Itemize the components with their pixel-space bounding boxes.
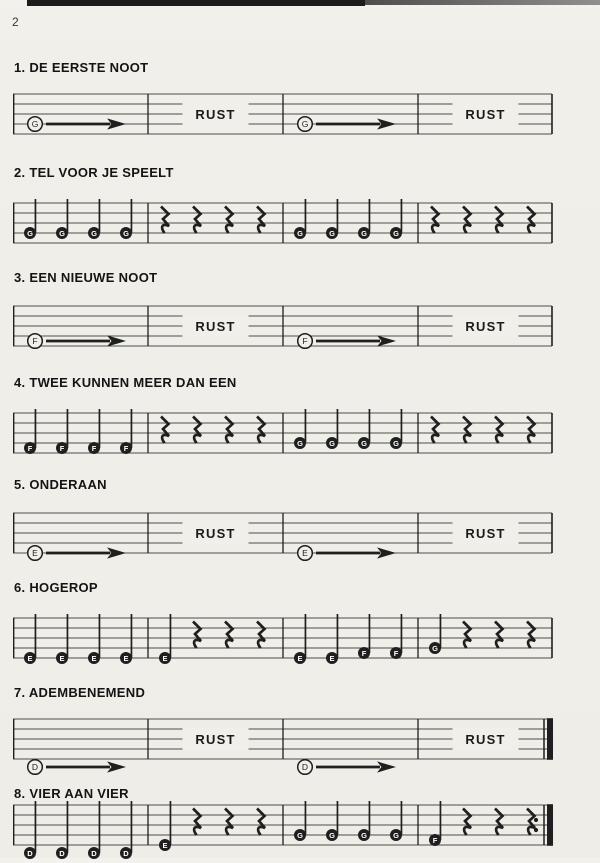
exercise-8-title: 8. VIER AAN VIER xyxy=(14,786,129,801)
note-stem xyxy=(131,409,133,448)
note-stem xyxy=(369,801,371,835)
rust-label: RUST xyxy=(195,526,236,541)
note-letter: F xyxy=(123,443,129,453)
note-letter: D xyxy=(27,848,33,858)
note-stem xyxy=(337,614,339,658)
note-letter: F xyxy=(27,443,33,453)
exercise-7-title: 7. ADEMBENEMEND xyxy=(14,685,146,700)
note-stem xyxy=(99,199,101,233)
repeat-dot xyxy=(534,818,538,822)
quarter-rest-icon xyxy=(463,622,471,649)
rust-label: RUST xyxy=(195,107,236,122)
note-letter: F xyxy=(393,648,399,658)
rust-label: RUST xyxy=(195,319,236,334)
staff-notation-6 xyxy=(13,612,553,676)
note-letter: G xyxy=(393,830,399,840)
note-letter: G xyxy=(123,228,129,238)
note-letter: E xyxy=(91,653,97,663)
note-stem xyxy=(401,199,403,233)
quarter-rest-icon xyxy=(495,809,503,836)
note-stem xyxy=(401,409,403,443)
note-stem xyxy=(401,801,403,835)
note-letter: E xyxy=(297,653,303,663)
note-letter: G xyxy=(329,830,335,840)
note-stem xyxy=(35,409,37,448)
note-letter: D xyxy=(59,848,65,858)
note-letter: G xyxy=(329,438,335,448)
note-stem xyxy=(440,614,442,648)
quarter-rest-icon xyxy=(431,207,439,234)
note-letter: E xyxy=(329,653,335,663)
quarter-rest-icon xyxy=(495,622,503,649)
exercise-1-title: 1. DE EERSTE NOOT xyxy=(14,60,149,75)
note-stem xyxy=(305,199,307,233)
final-thick-barline xyxy=(547,804,553,846)
quarter-rest-icon xyxy=(495,417,503,444)
quarter-rest-icon xyxy=(193,622,201,649)
note-letter: E xyxy=(32,548,38,559)
quarter-rest-icon xyxy=(257,809,265,836)
note-stem xyxy=(99,409,101,448)
note-stem xyxy=(131,801,133,853)
staff-notation-7 xyxy=(13,713,553,777)
exercise-4-title: 4. TWEE KUNNEN MEER DAN EEN xyxy=(14,375,237,390)
quarter-rest-icon xyxy=(193,809,201,836)
note-stem xyxy=(305,409,307,443)
note-stem xyxy=(67,409,69,448)
quarter-rest-icon xyxy=(495,207,503,234)
note-stem xyxy=(369,409,371,443)
quarter-rest-icon xyxy=(161,207,169,234)
quarter-rest-icon xyxy=(193,207,201,234)
quarter-rest-icon xyxy=(527,417,535,444)
note-stem xyxy=(305,614,307,658)
note-letter: F xyxy=(361,648,367,658)
note-letter: G xyxy=(361,830,367,840)
note-letter: G xyxy=(297,830,303,840)
note-stem xyxy=(369,614,371,653)
note-letter: E xyxy=(162,653,168,663)
note-letter: G xyxy=(301,119,309,130)
note-letter: F xyxy=(432,835,438,845)
note-stem xyxy=(337,409,339,443)
note-letter: E xyxy=(27,653,33,663)
scan-edge-bar-left xyxy=(27,0,365,6)
note-letter: G xyxy=(31,119,39,130)
quarter-rest-icon xyxy=(527,622,535,649)
scan-edge-bar-right xyxy=(365,0,600,5)
rust-label: RUST xyxy=(465,107,506,122)
quarter-rest-icon xyxy=(431,417,439,444)
note-letter: D xyxy=(31,762,39,773)
note-stem xyxy=(170,614,172,658)
note-stem xyxy=(401,614,403,653)
note-letter: F xyxy=(302,336,308,347)
note-stem xyxy=(99,801,101,853)
note-stem xyxy=(131,614,133,658)
quarter-rest-icon xyxy=(257,207,265,234)
note-stem xyxy=(305,801,307,835)
exercise-3-title: 3. EEN NIEUWE NOOT xyxy=(14,270,158,285)
note-letter: G xyxy=(393,228,399,238)
quarter-rest-icon xyxy=(463,809,471,836)
note-stem xyxy=(99,614,101,658)
note-stem xyxy=(35,801,37,853)
note-stem xyxy=(35,614,37,658)
note-stem xyxy=(337,801,339,835)
note-letter: G xyxy=(59,228,65,238)
quarter-rest-icon xyxy=(463,207,471,234)
final-thick-barline xyxy=(547,718,553,760)
exercise-6-title: 6. HOGEROP xyxy=(14,580,98,595)
quarter-rest-icon xyxy=(257,622,265,649)
note-letter: E xyxy=(59,653,65,663)
quarter-rest-icon xyxy=(527,809,535,836)
note-letter: G xyxy=(91,228,97,238)
staff-notation-2 xyxy=(13,197,553,261)
quarter-rest-icon xyxy=(225,417,233,444)
note-letter: F xyxy=(91,443,97,453)
note-letter: D xyxy=(301,762,309,773)
note-stem xyxy=(369,199,371,233)
page-number: 2 xyxy=(12,15,19,29)
staff-notation-5 xyxy=(13,507,553,571)
note-letter: E xyxy=(123,653,129,663)
note-letter: G xyxy=(361,228,367,238)
rust-label: RUST xyxy=(465,526,506,541)
note-stem xyxy=(67,614,69,658)
quarter-rest-icon xyxy=(225,809,233,836)
note-stem xyxy=(170,801,172,845)
note-letter: G xyxy=(297,438,303,448)
staff-notation-1 xyxy=(13,88,553,152)
exercise-2-title: 2. TEL VOOR JE SPEELT xyxy=(14,165,174,180)
quarter-rest-icon xyxy=(161,417,169,444)
quarter-rest-icon xyxy=(527,207,535,234)
staff-notation-3 xyxy=(13,300,553,364)
note-letter: D xyxy=(91,848,97,858)
rust-label: RUST xyxy=(465,732,506,747)
quarter-rest-icon xyxy=(463,417,471,444)
rust-label: RUST xyxy=(195,732,236,747)
quarter-rest-icon xyxy=(193,417,201,444)
note-letter: G xyxy=(27,228,33,238)
staff-notation-8 xyxy=(13,799,553,863)
quarter-rest-icon xyxy=(225,622,233,649)
note-stem xyxy=(67,199,69,233)
rust-label: RUST xyxy=(465,319,506,334)
staff-notation-4 xyxy=(13,407,553,471)
quarter-rest-icon xyxy=(257,417,265,444)
note-letter: G xyxy=(432,643,438,653)
note-letter: E xyxy=(302,548,308,559)
note-stem xyxy=(440,801,442,840)
note-letter: G xyxy=(361,438,367,448)
exercise-5-title: 5. ONDERAAN xyxy=(14,477,107,492)
note-letter: G xyxy=(393,438,399,448)
quarter-rest-icon xyxy=(225,207,233,234)
note-stem xyxy=(35,199,37,233)
note-stem xyxy=(67,801,69,853)
note-letter: F xyxy=(59,443,65,453)
note-stem xyxy=(337,199,339,233)
note-stem xyxy=(131,199,133,233)
note-letter: G xyxy=(297,228,303,238)
note-letter: D xyxy=(123,848,129,858)
note-letter: E xyxy=(162,840,168,850)
note-letter: F xyxy=(32,336,38,347)
note-letter: G xyxy=(329,228,335,238)
